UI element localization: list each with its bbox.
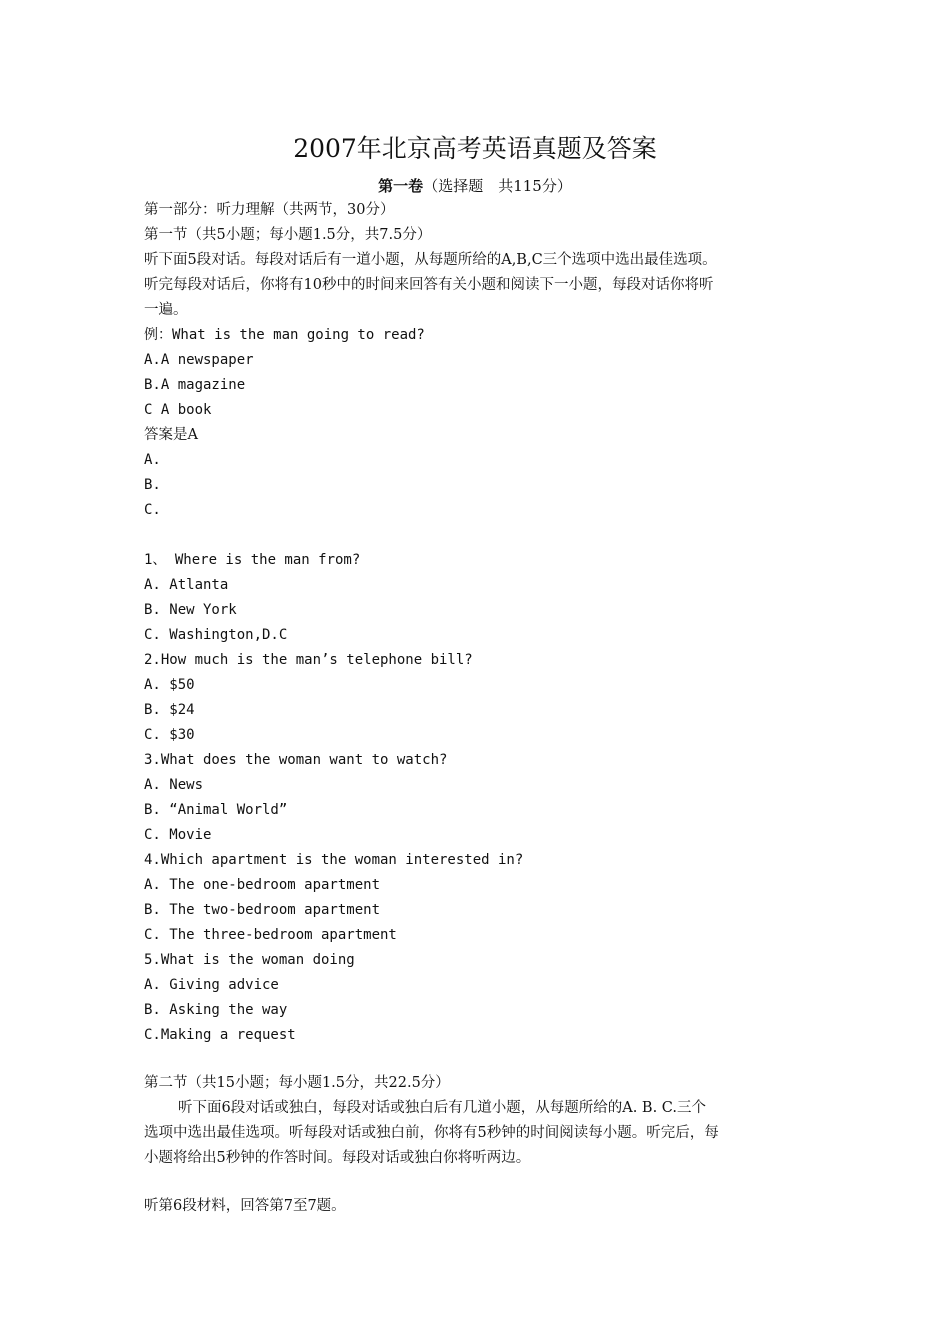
instruction-line: 听完每段对话后，你将有10秒中的时间来回答有关小题和阅读下一小题，每段对话你将听 [144, 277, 714, 293]
page-title: 2007年北京高考英语真题及答案 [293, 134, 657, 163]
spacer [144, 1171, 814, 1194]
question-2: 2.How much is the man’s telephone bill? [144, 652, 473, 668]
section2-heading: 第二节（共15小题；每小题1.5分，共22.5分） [144, 1075, 450, 1091]
example-question: 例：What is the man going to read? [144, 327, 425, 343]
part1-heading: 第一部分：听力理解（共两节，30分） [144, 202, 395, 218]
question-option: A. News [144, 777, 204, 793]
question-option: A. $50 [144, 677, 195, 693]
section2-paragraph-line: 听下面6段对话或独白，每段对话或独白后有几道小题，从每题所给的A. B. C.三个 [178, 1100, 706, 1116]
subtitle-volume: 第一卷 [378, 177, 424, 195]
spacer [144, 1048, 814, 1071]
example-letter: B. [144, 477, 161, 493]
question-option: A. The one-bedroom apartment [144, 877, 381, 893]
instruction-line: 听下面5段对话。每段对话后有一道小题，从每题所给的A,B,C三个选项中选出最佳选项。 [144, 252, 717, 268]
example-option: C A book [144, 402, 212, 418]
document-body [144, 198, 814, 1219]
subtitle-detail: （选择题 共115分） [423, 177, 572, 195]
question-option: A. Giving advice [144, 977, 279, 993]
example-option: A.A newspaper [144, 352, 254, 368]
example-answer: 答案是A [144, 427, 198, 443]
question-option: B. $24 [144, 702, 195, 718]
section2-paragraph-line: 小题将给出5秒钟的作答时间。每段对话或独白你将听两边。 [144, 1150, 531, 1166]
question-5: 5.What is the woman doing [144, 952, 355, 968]
spacer [144, 523, 814, 548]
instruction-line: 一遍。 [144, 302, 188, 318]
question-option: A. Atlanta [144, 577, 229, 593]
section1-heading: 第一节（共5小题；每小题1.5分，共7.5分） [144, 227, 432, 243]
question-3: 3.What does the woman want to watch? [144, 752, 448, 768]
section2-paragraph-line: 选项中选出最佳选项。听每段对话或独白前，你将有5秒钟的时间阅读每小题。听完后，每 [144, 1125, 719, 1141]
question-option: C. Washington,D.C [144, 627, 288, 643]
question-option: C. $30 [144, 727, 195, 743]
example-option: B.A magazine [144, 377, 246, 393]
question-4: 4.Which apartment is the woman interested in? [144, 852, 524, 868]
question-option: B. New York [144, 602, 237, 618]
question-option: B. The two-bedroom apartment [144, 902, 381, 918]
question-option: C.Making a request [144, 1027, 296, 1043]
question-option: C. Movie [144, 827, 212, 843]
question-1: 1、 Where is the man from? [144, 552, 361, 568]
example-letter: C. [144, 502, 161, 518]
section2-note: 听第6段材料，回答第7至7题。 [144, 1198, 346, 1214]
paper-subtitle [0, 176, 950, 196]
question-option: C. The three-bedroom apartment [144, 927, 397, 943]
example-letter: A. [144, 452, 161, 468]
question-option: B. “Animal World” [144, 802, 288, 818]
question-option: B. Asking the way [144, 1002, 288, 1018]
